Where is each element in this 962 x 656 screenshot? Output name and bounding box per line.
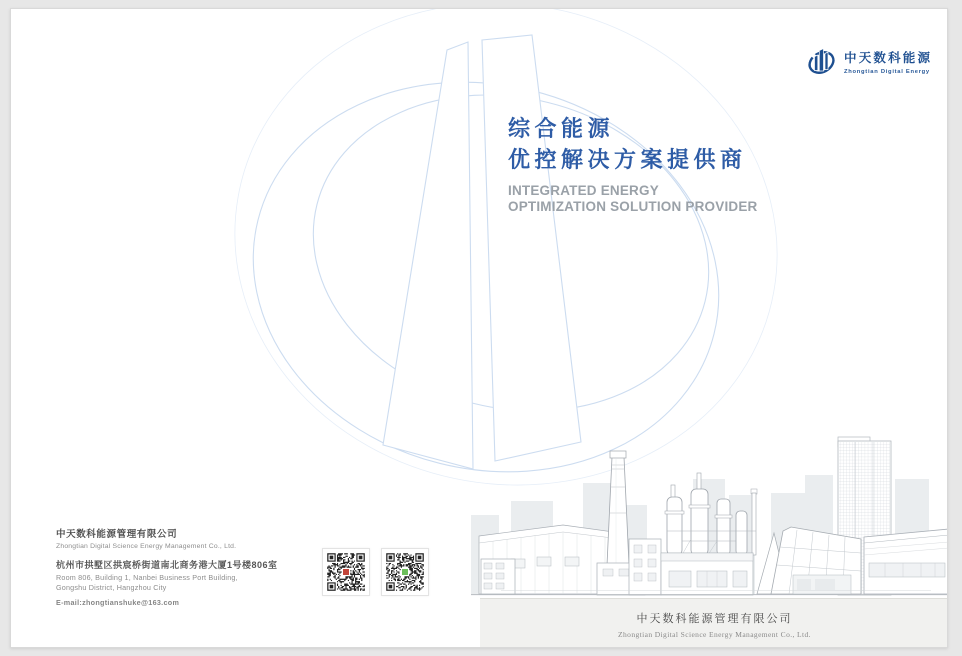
city-illustration <box>471 435 948 599</box>
address-en-line1: Room 806, Building 1, Nanbei Business Port Building, <box>56 573 238 582</box>
contact-block <box>56 529 278 607</box>
company-name-cn: 中天数科能源管理有限公司 <box>56 529 178 540</box>
footer-band <box>480 598 948 648</box>
brochure-spread <box>10 8 948 648</box>
cover-title-en-line1: INTEGRATED ENERGY <box>508 183 659 198</box>
cover-title-cn-line1: 综合能源 <box>508 116 615 141</box>
qr-code-left <box>322 548 370 596</box>
cover-title-block <box>508 113 758 214</box>
email-text: E-mail:zhongtianshuke@163.com <box>56 598 180 607</box>
company-name-en: Zhongtian Digital Science Energy Management Co., Ltd. <box>56 543 237 550</box>
brand-logo-icon <box>807 45 837 79</box>
cover-title-en-line2: OPTIMIZATION SOLUTION PROVIDER <box>508 198 758 214</box>
qr-code-right-icon <box>385 552 425 592</box>
angular-glass-building <box>757 527 861 594</box>
qr-code-left-icon <box>326 552 366 592</box>
cover-title-cn-line2: 优控解决方案提供商 <box>508 147 747 172</box>
address-cn: 杭州市拱墅区拱宸桥街道南北商务港大厦1号楼806室 <box>56 560 278 570</box>
qr-code-right <box>381 548 429 596</box>
qr-code-row <box>322 548 429 596</box>
footer-company-cn: 中天数科能源管理有限公司 <box>636 613 793 625</box>
brand-name-cn: 中天数科能源 <box>844 51 933 65</box>
footer-company-en: Zhongtian Digital Science Energy Management Co., Ltd. <box>618 630 811 639</box>
mid-rise-building <box>629 539 661 595</box>
brand-name-en: Zhongtian Digital Energy <box>844 69 930 75</box>
brand-logo <box>807 45 932 79</box>
address-en-line2: Gongshu District, Hangzhou City <box>56 583 167 592</box>
right-building <box>864 529 948 594</box>
